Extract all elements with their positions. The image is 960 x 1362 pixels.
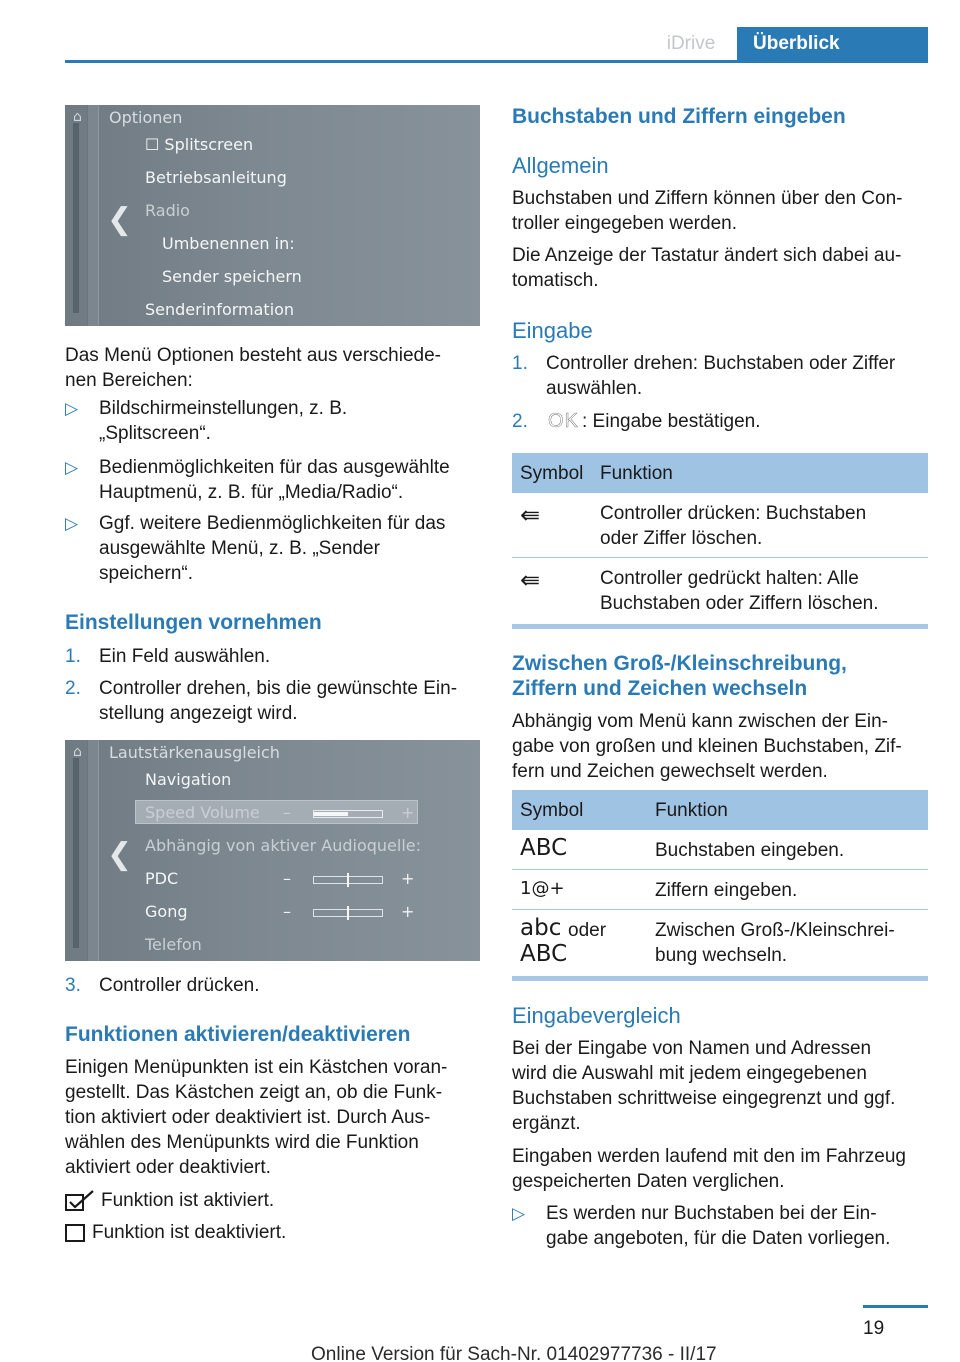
general-text-2: Die Anzeige der Tastatur ändert sich dabei au- tomatisch.: [512, 245, 902, 291]
footer-rule: [863, 1305, 928, 1308]
minus-icon: –: [283, 869, 291, 888]
menu-item-save-station: Sender speichern: [162, 267, 302, 286]
minus-icon: –: [283, 902, 291, 921]
menu-item-radio: Radio: [145, 201, 190, 220]
lowercase-abc-icon: abc: [520, 915, 562, 941]
table-bottom-rule: [512, 624, 928, 629]
step-text: Controller drehen: Buchstaben oder Ziffer auswählen.: [546, 353, 896, 399]
input-heading: Eingabe: [512, 318, 593, 343]
table-cell-function: Zwischen Groß-/Kleinschrei- bung wechseln.: [655, 920, 895, 966]
step-item: [65, 676, 475, 726]
list-item-text: Bildschirmeinstellungen, z. B. „Splitscreen“.: [99, 398, 348, 444]
switch-text: Abhängig vom Menü kann zwischen der Ein- gabe von großen und kleinen Buchstaben, Zif- fern und Zeichen gewechselt werden.: [512, 711, 902, 782]
checkbox-unchecked-icon: [65, 1223, 87, 1243]
chevron-left-icon: ❮: [107, 837, 133, 872]
bullet-marker: ▷: [65, 514, 79, 533]
screen-rail: [73, 758, 79, 948]
header-rule: [65, 60, 928, 63]
screen-title: Lautstärkenausgleich: [109, 743, 280, 762]
online-version-text: Online Version für Sach-Nr. 01402977736 - II/17: [311, 1344, 717, 1362]
input-main-heading: Buchstaben und Ziffern eingeben: [512, 105, 846, 128]
table-header-function: Funktion: [600, 463, 673, 484]
options-menu-screenshot: [65, 105, 480, 326]
table-header: [512, 453, 928, 493]
step-item: [512, 351, 928, 401]
volume-settings-screenshot: [65, 740, 480, 961]
step-text: Controller drehen, bis die gewünschte Ein- stellung angezeigt wird.: [99, 678, 458, 724]
table-row: [512, 830, 928, 870]
step-number: 3.: [65, 975, 81, 996]
menu-item-gong: Gong: [145, 902, 188, 921]
home-icon: ⌂: [73, 109, 82, 125]
ok-icon: OK: [548, 410, 579, 432]
bullet-marker: ▷: [65, 399, 79, 418]
settings-heading: Einstellungen vornehmen: [65, 611, 322, 634]
plus-icon: +: [401, 869, 415, 888]
menu-item-speed-volume: Speed Volume: [145, 803, 260, 822]
digits-symbols-icon: 1@+: [520, 878, 565, 899]
table-cell-function: Ziffern eingeben.: [655, 880, 798, 901]
list-item: [65, 511, 475, 586]
table-row: [512, 870, 928, 910]
checked-label: Funktion ist aktiviert.: [101, 1190, 275, 1211]
menu-item-pdc: PDC: [145, 869, 179, 888]
options-intro: Das Menü Optionen besteht aus verschiede- nen Bereichen:: [65, 345, 441, 391]
gong-slider: [313, 909, 383, 917]
menu-item-navigation: Navigation: [145, 770, 232, 789]
home-icon: ⌂: [73, 744, 82, 760]
page-number: 19: [863, 1318, 885, 1339]
menu-item-telefon: Telefon: [145, 935, 202, 954]
unchecked-label: Funktion ist deaktiviert.: [92, 1222, 287, 1243]
step-item: [65, 644, 475, 669]
table-cell-function: Controller gedrückt halten: Alle Buchstaben oder Ziffern löschen.: [600, 568, 879, 614]
general-text-1: Buchstaben und Ziffern können über den Con- troller eingegeben werden.: [512, 188, 903, 234]
backspace-icon: ⇚: [520, 502, 541, 529]
delete-symbols-table: [512, 453, 928, 629]
screen-rail: [73, 123, 79, 313]
list-item-text: Bedienmöglichkeiten für das ausgewählte Hauptmenü, z. B. für „Media/Radio“.: [99, 457, 450, 503]
table-cell-function: Controller drücken: Buchstaben oder Ziffer löschen.: [600, 503, 867, 549]
step-text: Ein Feld auswählen.: [99, 646, 271, 667]
or-label: oder: [568, 920, 607, 941]
table-header: [512, 790, 928, 830]
table-bottom-rule: [512, 976, 928, 981]
screen-rail-inner: [87, 105, 99, 326]
list-item: [65, 396, 475, 446]
list-item-text: Es werden nur Buchstaben bei der Ein- gabe angeboten, für die Daten vorliegen.: [546, 1203, 891, 1249]
functions-heading: Funktionen aktivieren/deaktivieren: [65, 1023, 411, 1046]
table-cell-function: Buchstaben eingeben.: [655, 840, 845, 861]
backspace-icon: ⇚: [520, 567, 541, 594]
menu-item-station-info: Senderinformation: [145, 300, 295, 319]
header-active-tab: Überblick: [737, 27, 928, 61]
compare-text-1: Bei der Eingabe von Namen und Adressen wird die Auswahl mit jedem eingegebenen Buchstaben schrittweise eingegrenzt und ggf. ergänzt.: [512, 1038, 896, 1134]
menu-item-manual: Betriebsanleitung: [145, 168, 287, 187]
step-item: [512, 409, 928, 434]
compare-text-2: Eingaben werden laufend mit den im Fahrzeug gespeicherten Daten verglichen.: [512, 1146, 906, 1192]
table-row: [512, 558, 928, 624]
list-item: [65, 455, 475, 505]
plus-icon: +: [401, 902, 415, 921]
table-header-function: Funktion: [655, 800, 728, 821]
compare-heading: Eingabevergleich: [512, 1003, 681, 1028]
uppercase-abc-icon: ABC: [520, 835, 568, 861]
list-item: [512, 1201, 928, 1251]
menu-item-audio-source: Abhängig von aktiver Audioquelle:: [145, 836, 422, 855]
chevron-left-icon: ❮: [107, 202, 133, 237]
checkbox-checked-icon: [65, 1190, 95, 1212]
screen-rail-inner: [87, 740, 99, 961]
functions-text: Einigen Menüpunkten ist ein Kästchen voran- gestellt. Das Kästchen zeigt an, ob die Funk- tion aktiviert oder deaktiviert ist. Durch Aus- wählen des Menüpunkts wird die Funktion aktiviert oder deaktiviert.: [65, 1057, 448, 1178]
plus-icon: +: [401, 803, 415, 822]
table-row: [512, 910, 928, 976]
step-number: 2.: [65, 678, 81, 699]
pdc-slider: [313, 876, 383, 884]
character-mode-table: [512, 790, 928, 981]
step-number: 1.: [65, 646, 81, 667]
step-text: : Eingabe bestätigen.: [582, 411, 761, 432]
step-number: 1.: [512, 353, 528, 374]
step-item: [65, 973, 475, 998]
menu-item-splitscreen: ☐ Splitscreen: [145, 135, 254, 154]
step-number: 2.: [512, 411, 528, 432]
table-row: [512, 493, 928, 558]
speed-volume-slider: [313, 810, 383, 818]
table-header-symbol: Symbol: [520, 463, 584, 484]
general-heading: Allgemein: [512, 153, 609, 178]
list-item-text: Ggf. weitere Bedienmöglichkeiten für das ausgewählte Menü, z. B. „Sender speichern“.: [99, 513, 446, 584]
step-text: Controller drücken.: [99, 975, 260, 996]
switch-heading: Zwischen Groß-/Kleinschreibung, Ziffern und Zeichen wechseln: [512, 652, 847, 700]
table-header-symbol: Symbol: [520, 800, 584, 821]
uppercase-abc-icon: ABC: [520, 941, 568, 967]
menu-item-rename: Umbenennen in:: [162, 234, 295, 253]
header-section-label: iDrive: [666, 33, 716, 54]
minus-icon: –: [283, 803, 291, 822]
bullet-marker: ▷: [65, 458, 79, 477]
bullet-marker: ▷: [512, 1204, 526, 1223]
screen-title: Optionen: [109, 108, 183, 127]
